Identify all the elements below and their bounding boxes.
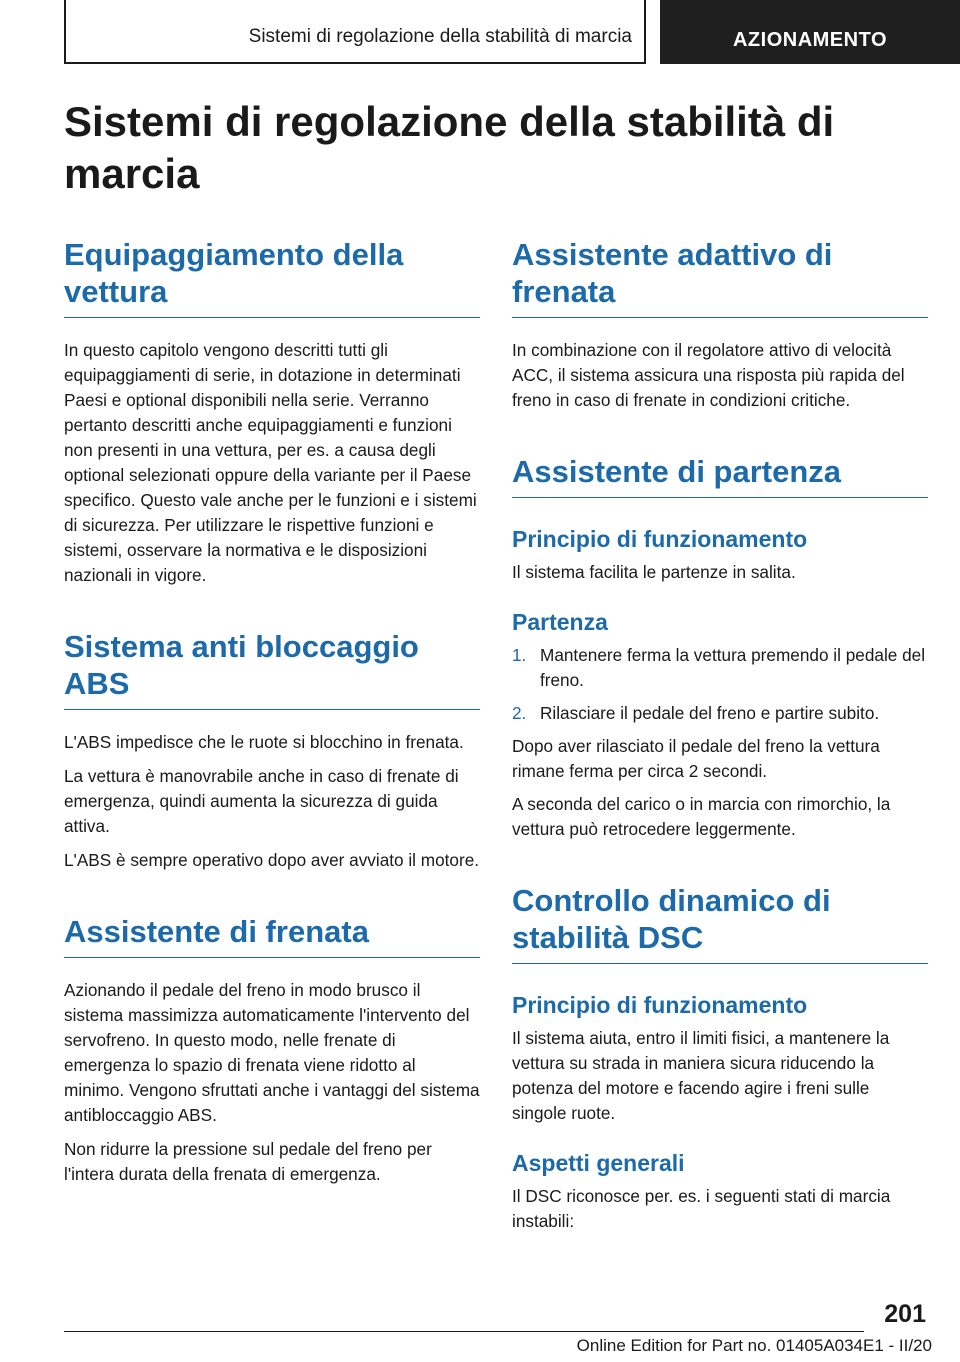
footer-edition: Online Edition for Part no. 01405A034E1 - II/20	[576, 1336, 932, 1355]
subheading-start: Partenza	[512, 609, 608, 635]
abs-paragraph-3: L'ABS è sempre operativo dopo aver avviato il motore.	[64, 850, 480, 870]
brake-assist-paragraph-1: Azionando il pedale del freno in modo brusco il sistema massimizza automaticamente l'intervento del servofreno. In questo modo, nelle frenate di emergenza lo spazio di frenata viene ridotto al minimo. Vengono sfruttati anche i vantaggi del sistema antibloccaggio ABS.	[64, 980, 480, 1125]
adaptive-brake-paragraph: In combinazione con il regolatore attivo di velocità ACC, il sistema assicura una risposta più rapida del freno in caso di frenate in condizioni critiche.	[512, 340, 905, 410]
running-header	[64, 0, 646, 64]
list-item-text: Rilasciare il pedale del freno e partire subito.	[540, 703, 880, 723]
left-column	[64, 236, 480, 1187]
section-heading-dsc: Controllo dinamico di stabilità DSC	[512, 882, 928, 964]
running-header-title: Sistemi di regolazione della stabilità di marcia	[248, 26, 632, 47]
section-heading-brake-assist: Assistente di frenata	[64, 913, 480, 958]
page-number: 201	[884, 1300, 926, 1328]
abs-paragraph-2: La vettura è manovrabile anche in caso di frenate di emergenza, quindi aumenta la sicurezza di guida attiva.	[64, 766, 459, 836]
list-item-number: 2.	[512, 703, 527, 723]
abs-paragraph-1: L'ABS impedisce che le ruote si blocchino in frenata.	[64, 732, 464, 752]
right-column	[512, 236, 928, 1234]
subheading-dsc-principle: Principio di funzionamento	[512, 992, 808, 1018]
footer-divider	[64, 1331, 864, 1332]
list-item-number: 1.	[512, 645, 527, 665]
brake-assist-paragraph-2: Non ridurre la pressione sul pedale del freno per l'intera durata della frenata di emergenza.	[64, 1139, 432, 1184]
chapter-tab	[660, 0, 960, 64]
chapter-tab-label: AZIONAMENTO	[732, 29, 887, 51]
list-item	[512, 701, 928, 726]
section-heading-abs: Sistema anti bloccaggio ABS	[64, 628, 480, 710]
list-item	[512, 643, 928, 693]
equipment-paragraph: In questo capitolo vengono descritti tutti gli equipaggiamenti di serie, in dotazione in determinati Paesi e optional disponibili nella serie. Verranno pertanto descritti anche equipaggiamenti e funzioni non presenti in una vettura, per es. a causa degli optional selezionati oppure della variante per il Paese specifico. Questo vale anche per le funzioni e i sistemi di sicurezza. Per utilizzare le rispettive funzioni e sistemi, osservare la normativa e le disposizioni nazionali in vigore.	[64, 340, 477, 585]
page-title: Sistemi di regolazione della stabilità di marcia	[64, 98, 835, 197]
start-paragraph-1: Dopo aver rilasciato il pedale del freno la vettura rimane ferma per circa 2 secondi.	[512, 736, 880, 781]
dsc-principle-paragraph: Il sistema aiuta, entro il limiti fisici, a mantenere la vettura su strada in maniera sicura riducendo la potenza del motore e facendo agire i freni sulle singole ruote.	[512, 1028, 890, 1123]
start-principle-paragraph: Il sistema facilita le partenze in salita.	[512, 562, 796, 582]
subheading-start-principle: Principio di funzionamento	[512, 526, 808, 552]
dsc-general-paragraph: Il DSC riconosce per. es. i seguenti stati di marcia instabili:	[512, 1186, 891, 1231]
list-item-text: Mantenere ferma la vettura premendo il pedale del freno.	[540, 645, 926, 690]
subheading-dsc-general: Aspetti generali	[512, 1150, 685, 1176]
start-paragraph-2: A seconda del carico o in marcia con rimorchio, la vettura può retrocedere leggermente.	[512, 794, 891, 839]
section-heading-start-assist: Assistente di partenza	[512, 453, 928, 498]
start-steps-list	[512, 643, 928, 726]
section-heading-adaptive-brake: Assistente adattivo di frenata	[512, 236, 928, 318]
section-heading-equipment: Equipaggiamento della vettura	[64, 236, 480, 318]
